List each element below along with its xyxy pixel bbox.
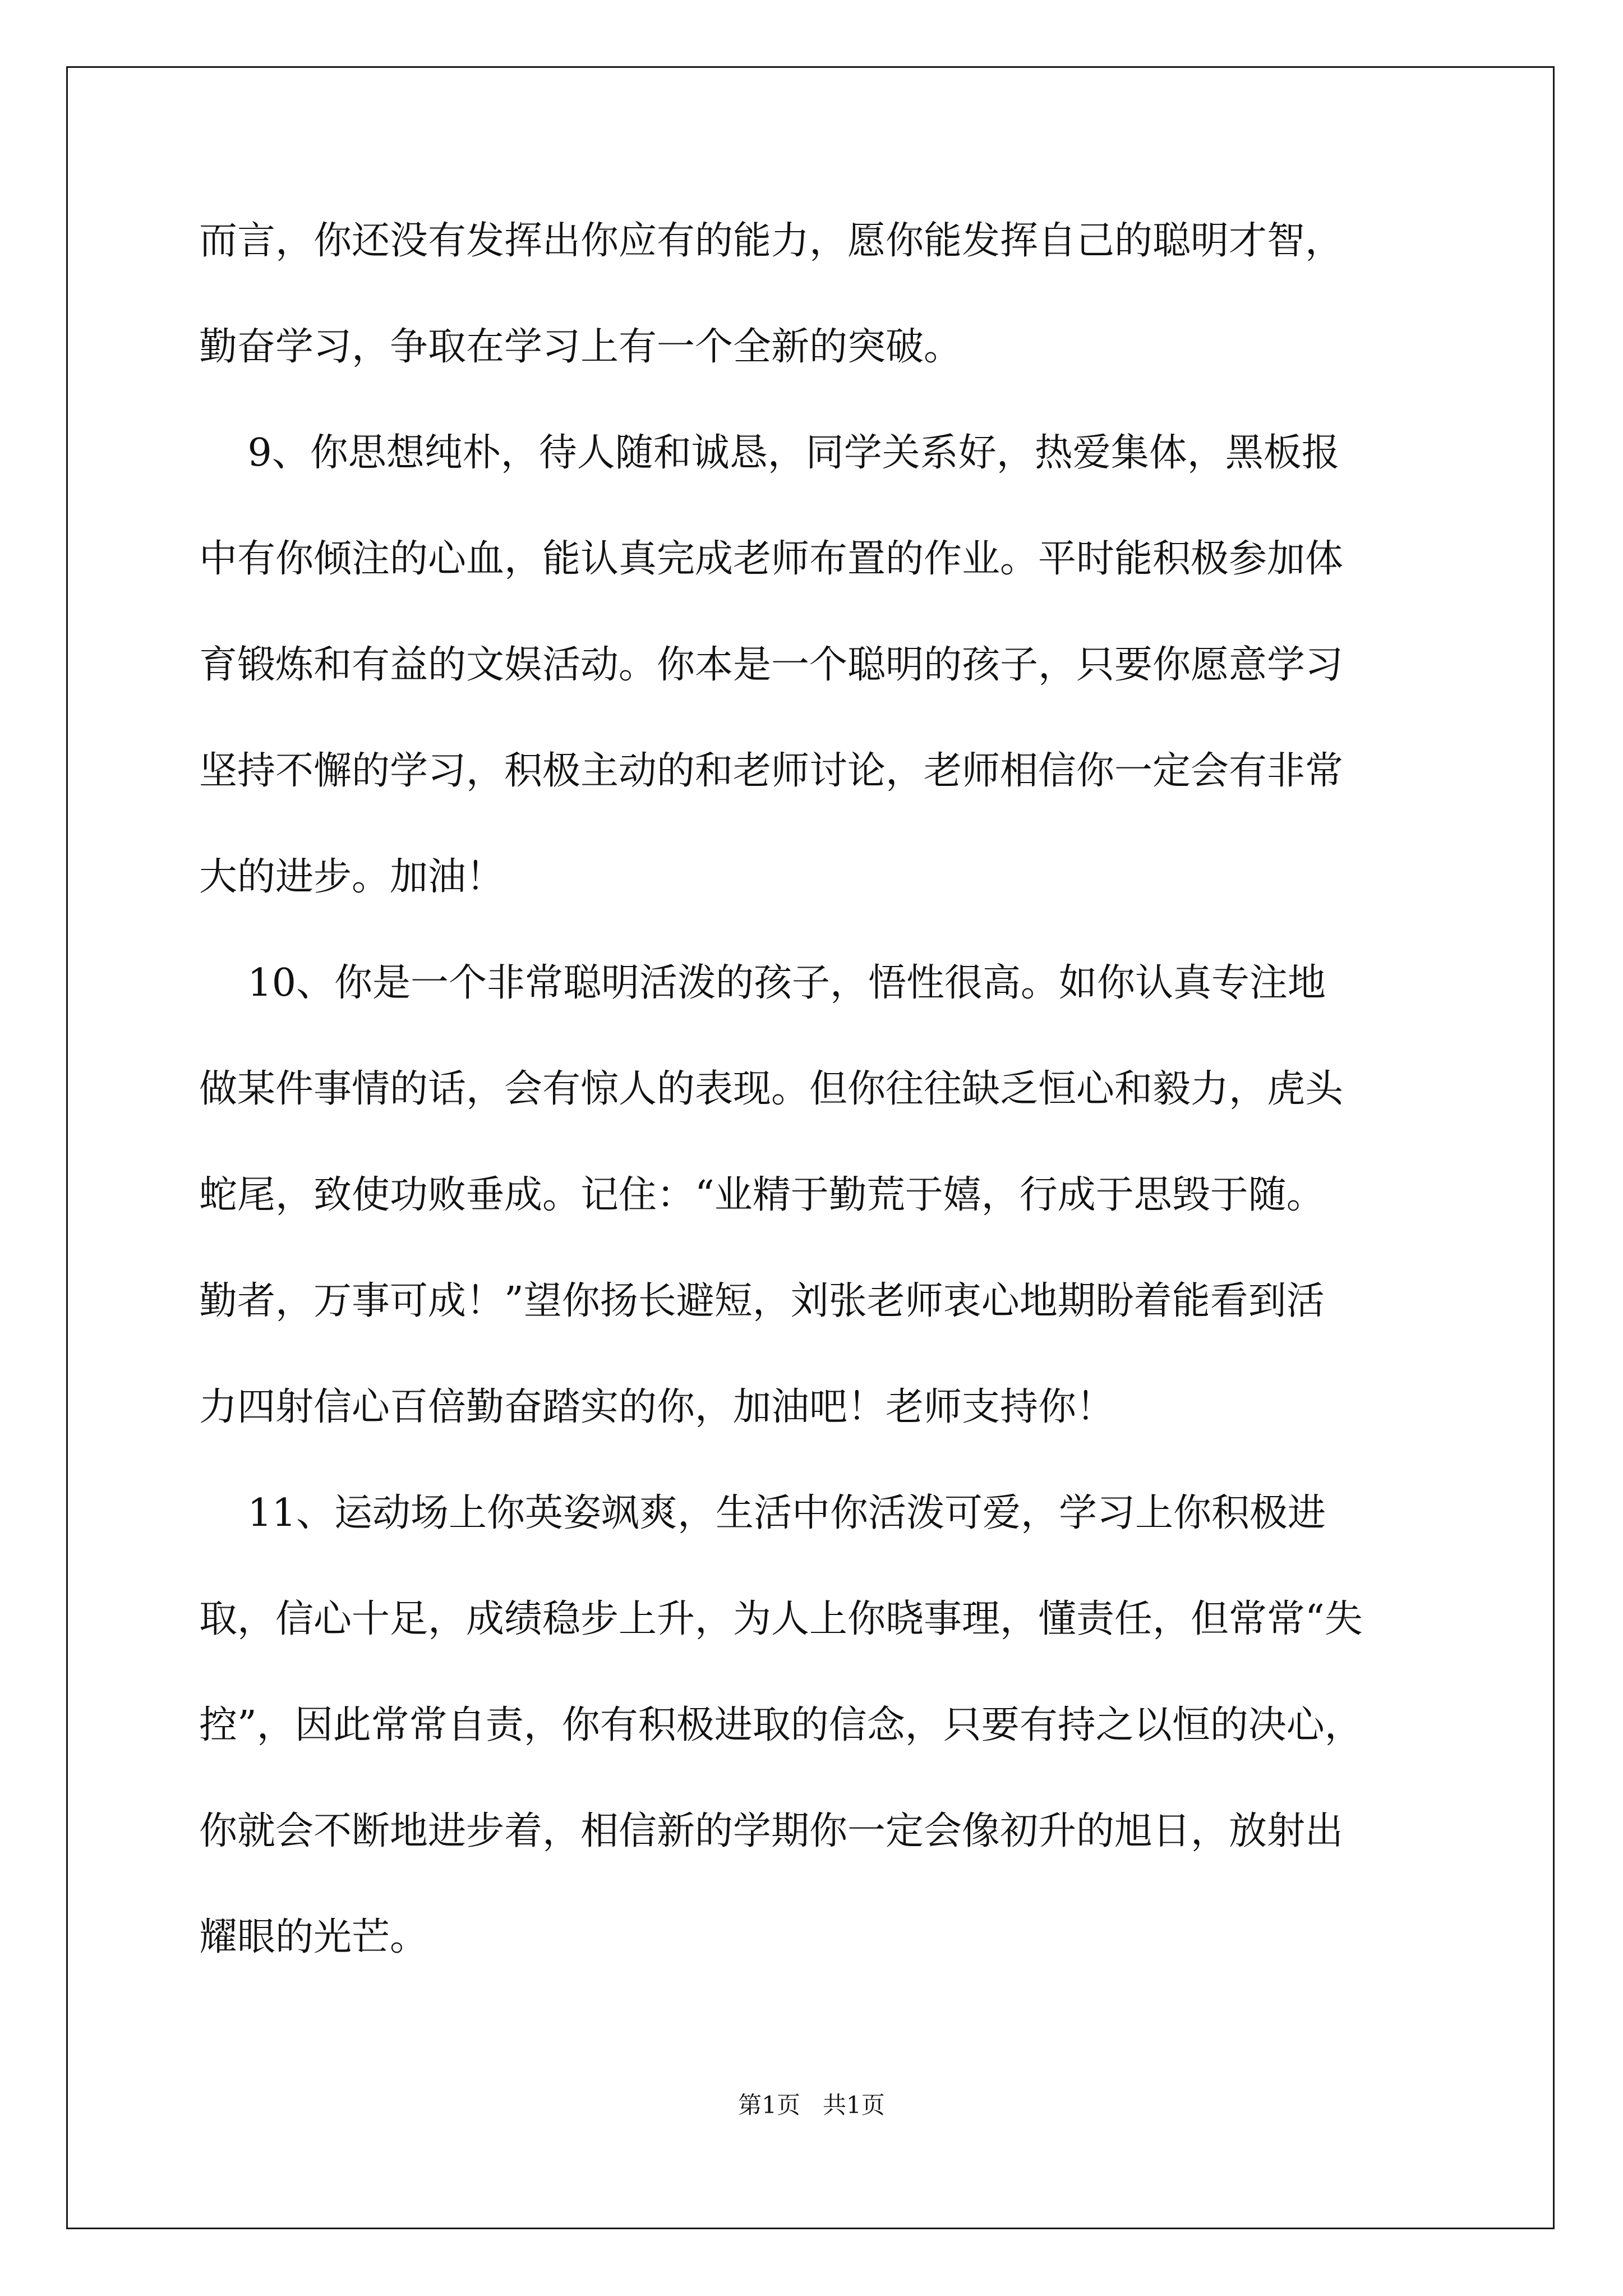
text-line: 10、你是一个非常聪明活泼的孩子，悟性很高。如你认真专注地: [199, 961, 1326, 1005]
text-line: 9、你思想纯朴，待人随和诚恳，同学关系好，热爱集体，黑板报: [199, 431, 1340, 475]
text-line: 控”，因此常常自责，你有积极进取的信念，只要有持之以恒的决心，: [199, 1703, 1363, 1747]
text-line: 勤者，万事可成！”望你扬长避短，刘张老师衷心地期盼着能看到活: [199, 1279, 1325, 1323]
text-line: 耀眼的光芒。: [199, 1915, 428, 1959]
text-line: 中有你倾注的心血，能认真完成老师布置的作业。平时能积极参加体: [199, 537, 1344, 581]
text-line: 大的进步。加油！: [199, 855, 505, 899]
text-line: 11、运动场上你英姿飒爽，生活中你活泼可爱，学习上你积极进: [199, 1491, 1326, 1535]
text-line: 坚持不懈的学习，积极主动的和老师讨论，老师相信你一定会有非常: [199, 749, 1344, 793]
page-footer: 第1页 共1页: [738, 2091, 885, 2119]
document-body: [199, 219, 1436, 2024]
text-line: 育锻炼和有益的文娱活动。你本是一个聪明的孩子，只要你愿意学习: [199, 643, 1344, 687]
text-line: 蛇尾，致使功败垂成。记住：“业精于勤荒于嬉，行成于思毁于随。: [199, 1173, 1325, 1217]
text-line: 取，信心十足，成绩稳步上升，为人上你晓事理，懂责任，但常常“失: [199, 1597, 1363, 1641]
text-line: 勤奋学习，争取在学习上有一个全新的突破。: [199, 325, 962, 369]
text-line: 做某件事情的话，会有惊人的表现。但你往往缺乏恒心和毅力，虎头: [199, 1067, 1344, 1111]
text-line: 你就会不断地进步着，相信新的学期你一定会像初升的旭日，放射出: [199, 1809, 1344, 1853]
text-line: 力四射信心百倍勤奋踏实的你，加油吧！老师支持你！: [199, 1385, 1115, 1429]
text-line: 而言，你还没有发挥出你应有的能力，愿你能发挥自己的聪明才智，: [199, 219, 1344, 263]
